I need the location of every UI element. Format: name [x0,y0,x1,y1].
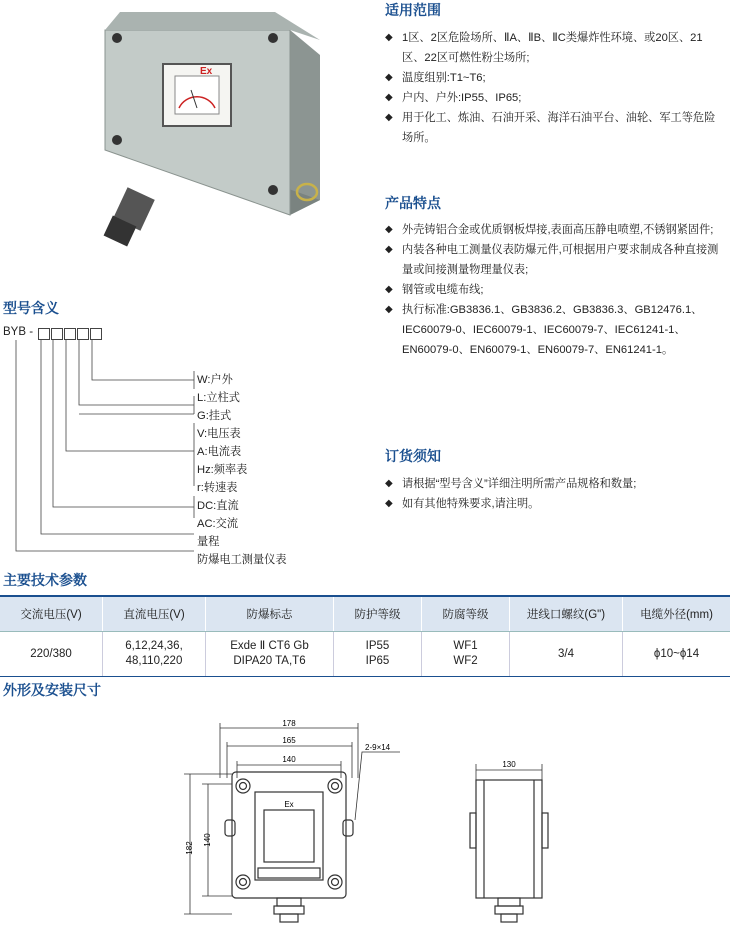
model-label: 防爆电工测量仪表 [197,554,287,566]
table-header: 防腐等级 [422,596,510,632]
dims-title: 外形及安装尺寸 [3,682,101,698]
front-view-drawing [170,718,410,925]
ex-badge: Ex [200,66,213,77]
model-label: L:立柱式 [197,392,240,404]
specs-table-wrap [0,595,730,677]
table-header: 交流电压(V) [0,596,103,632]
table-cell: IP55 IP65 [334,632,422,677]
specs-title: 主要技术参数 [3,572,87,588]
dim-178: 178 [282,719,296,728]
list-item: ◆ 请根据“型号含义”详细注明所需产品规格和数量; [385,474,725,494]
table-header: 防爆标志 [206,596,334,632]
model-label: AC:交流 [197,518,239,530]
table-header: 防护等级 [334,596,422,632]
ordering-list [385,474,725,514]
table-cell: 220/380 [0,632,103,677]
features-title: 产品特点 [385,195,441,211]
table-cell: WF1 WF2 [422,632,510,677]
dim-140-w: 140 [282,755,296,764]
list-item: ◆ 如有其他特殊要求,请注明。 [385,494,725,514]
table-cell: ϕ10~ϕ14 [623,632,730,677]
dim-182: 182 [185,841,194,855]
table-cell: 6,12,24,36, 48,110,220 [103,632,206,677]
table-header: 直流电压(V) [103,596,206,632]
side-view-drawing [460,758,560,925]
product-photo [95,0,325,255]
table-cell: Exde Ⅱ CT6 Gb DIPA20 TA,T6 [206,632,334,677]
table-row [0,632,730,677]
model-label: r:转速表 [197,482,238,494]
dim-130: 130 [502,760,516,769]
specs-table [0,595,730,677]
model-label: W:户外 [197,374,233,386]
dim-165: 165 [282,736,296,745]
list-item: ◆ 1区、2区危险场所、ⅡA、ⅡB、ⅡC类爆炸性环境、或20区、21区、22区可燃性粉尘场所; [385,28,723,68]
model-label: G:挂式 [197,410,232,422]
model-tree-lines [0,335,200,560]
features-list [385,220,725,360]
scope-list [385,28,723,148]
model-label: 量程 [197,536,220,548]
table-cell: 3/4 [510,632,623,677]
model-label: V:电压表 [197,428,241,440]
list-item: ◆ 温度组别:T1~T6; [385,68,723,88]
model-label: DC:直流 [197,500,239,512]
scope-title: 适用范围 [385,2,441,18]
list-item: ◆ 钢管或电缆布线; [385,280,725,300]
ex-label: Ex [284,800,294,809]
model-labels [197,371,287,569]
list-item: ◆ 户内、户外:IP55、IP65; [385,88,723,108]
list-item: ◆ 内装各种电工测量仪表防爆元件,可根据用户要求制成各种直接测量或间接测量物理量仪表; [385,240,725,280]
list-item: ◆ 执行标准:GB3836.1、GB3836.2、GB3836.3、GB12476.1、IEC60079-0、IEC60079-1、IEC60079-7、IEC61241-1、EN60079-0、EN60079-1、EN60079-7、EN61241-1。 [385,300,725,360]
list-item: ◆ 用于化工、炼油、石油开采、海洋石油平台、油轮、军工等危险场所。 [385,108,723,148]
table-header: 进线口螺纹(G") [510,596,623,632]
dim-holes: 2-9×14 [365,743,391,752]
model-prefix: BYB - [3,326,34,338]
table-header: 电缆外径(mm) [623,596,730,632]
model-label: Hz:频率表 [197,464,248,476]
model-label: A:电流表 [197,446,242,458]
ordering-title: 订货须知 [385,448,441,464]
model-title: 型号含义 [3,300,59,316]
list-item: ◆ 外壳铸铝合金或优质钢板焊接,表面高压静电喷塑,不锈钢紧固件; [385,220,725,240]
dim-140-h: 140 [203,833,212,847]
